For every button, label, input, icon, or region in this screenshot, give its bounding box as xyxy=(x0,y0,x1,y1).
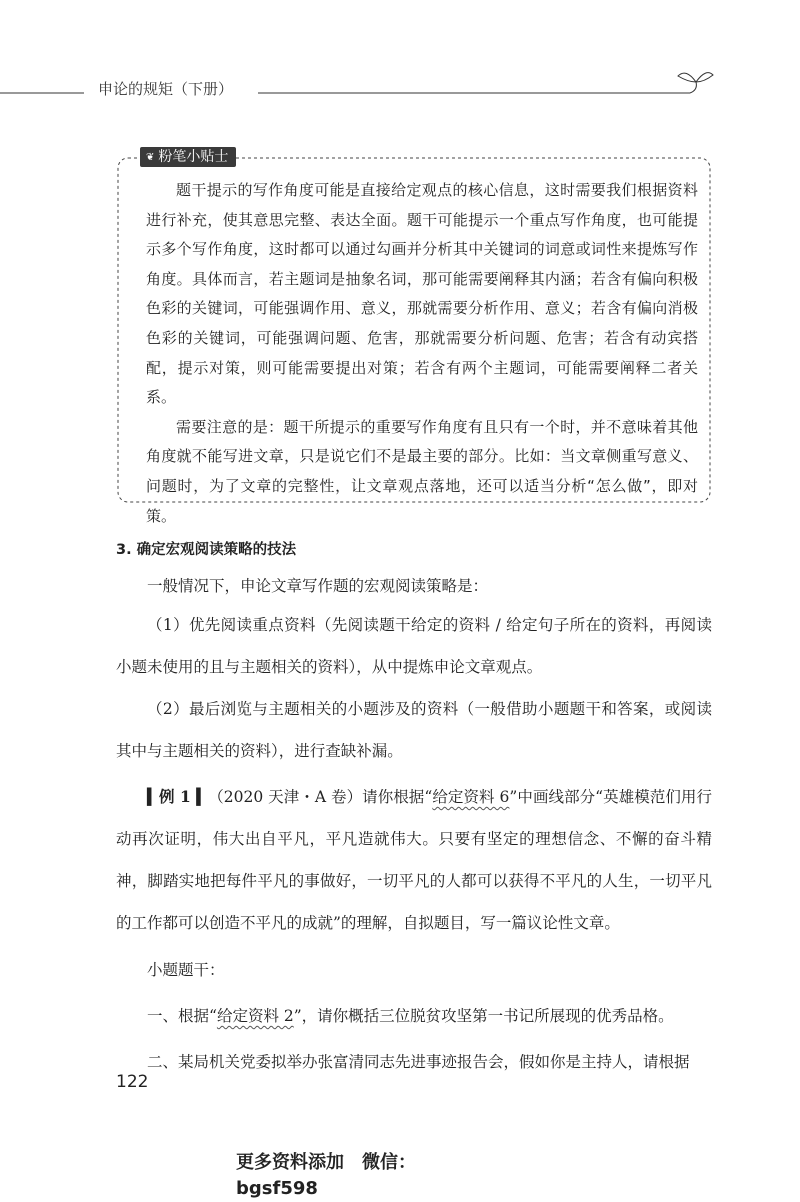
example-text: ”中画线部分“英雄模范们用行动再次证明，伟大出自平凡，平凡造就伟大。只要有坚定的理想信念、不懈的奋斗精神，脚踏实地把每件平凡的事做好，一切平凡的人都可以获得不平凡的人生，一切平凡的工作都可以创造不平凡的成就”的理解，自拟题目，写一篇议论性文章。 xyxy=(116,788,712,932)
example-question xyxy=(116,776,712,944)
material-reference: 给定资料 6 xyxy=(432,788,510,806)
tip-label xyxy=(140,147,236,167)
leaf-icon: ❦ xyxy=(146,152,155,163)
tip-paragraph: 需要注意的是：题干所提示的重要写作角度有且只有一个时，并不意味着其他角度就不能写进文章，只是说它们不是最主要的部分。比如：当文章侧重写意义、问题时，为了文章的完整性，让文章观点落地，还可以适当分析“怎么做”，即对策。 xyxy=(146,417,698,525)
sub-question-2: 二、某局机关党委拟举办张富清同志先进事迹报告会，假如你是主持人，请根据 xyxy=(147,1053,690,1071)
sub-questions-heading: 小题题干： xyxy=(147,961,225,979)
example-tag: ▍例 1 ▍ xyxy=(147,787,209,806)
material-reference: 给定资料 2 xyxy=(216,1007,294,1025)
sub-question-text: ”，请你概括三位脱贫攻坚第一书记所展现的优秀品格。 xyxy=(293,1007,674,1025)
section-intro: 一般情况下，申论文章写作题的宏观阅读策略是： xyxy=(147,577,489,595)
sub-question-1 xyxy=(116,996,712,1036)
page-number: 122 xyxy=(116,1072,149,1092)
tip-label-text: 粉笔小贴士 xyxy=(158,149,229,165)
tip-paragraph: 题干提示的写作角度可能是直接给定观点的核心信息，这时需要我们根据资料进行补充，使其意思完整、表达全面。题干可能提示一个重点写作角度，也可能提示多个写作角度，这时都可以通过勾画并分析其中关键词的词意或词性来提炼写作角度。具体而言，若主题词是抽象名词，那可能需要阐释其内涵；若含有偏向积极色彩的关键词，可能强调作用、意义，那就需要分析作用、意义；若含有偏向消极色彩的关键词，可能强调问题、危害，那就需要分析问题、危害；若含有动宾搭配，提示对策，则可能需要提出对策；若含有两个主题词，可能需要阐释二者关系。 xyxy=(146,181,698,407)
example-source: （2020 天津・A 卷）请你根据“ xyxy=(208,788,433,806)
strategy-item: （1）优先阅读重点资料（先阅读题干给定的资料 / 给定句子所在的资料，再阅读小题未使用的且与主题相关的资料），从中提炼申论文章观点。 xyxy=(116,616,712,676)
running-header xyxy=(0,60,800,100)
main-content xyxy=(116,536,712,1082)
tip-content xyxy=(146,176,698,531)
sub-question-prefix: 一、根据“ xyxy=(147,1007,217,1025)
book-title: 申论的规矩（下册） xyxy=(92,78,239,99)
sprout-icon xyxy=(678,73,713,82)
tip-box xyxy=(116,149,712,525)
strategy-item: （2）最后浏览与主题相关的小题涉及的资料（一般借助小题题干和答案，或阅读其中与主题相关的资料），进行查缺补漏。 xyxy=(116,700,712,760)
footer-watermark: 更多资料添加 微信：bgsf598 xyxy=(236,1152,416,1199)
section-heading: 3. 确定宏观阅读策略的技法 xyxy=(116,542,297,558)
